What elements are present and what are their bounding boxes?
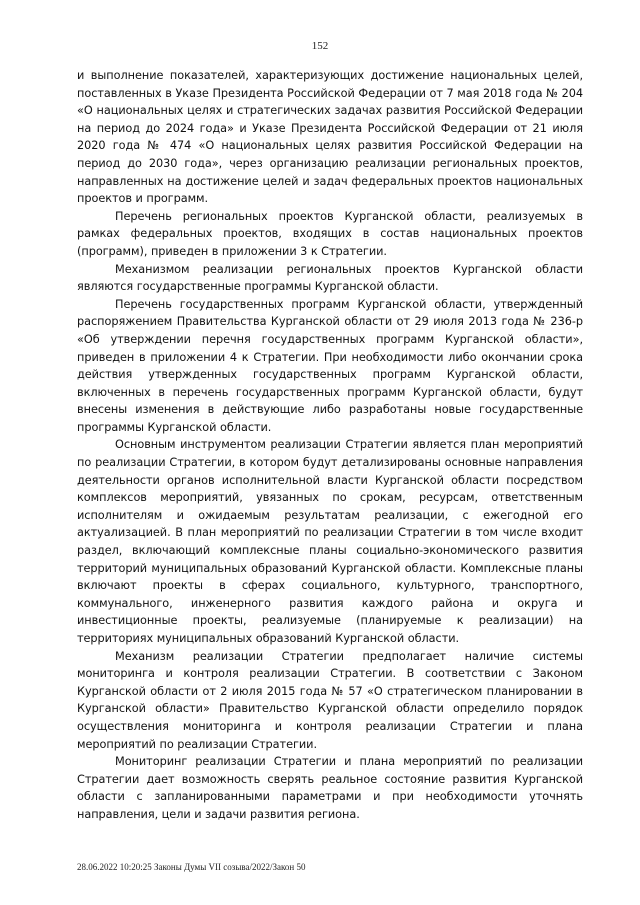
paragraph-regional-projects-list: Перечень региональных проектов Курганской области, реализуемых в рамках федеральных проектов, входящих в состав национальных проектов (программ), приведен в приложении 3 к Стратегии. — [77, 209, 583, 258]
paragraph-continuation: и выполнение показателей, характеризующих достижение национальных целей, поставленных в Указе Президента Российской Федерации от 7 мая 2018 года № 204 «О национальных целях и стратегических задачах развития Российской Федерации на период до 2024 года» и Указе Президента Российской Федерации от 21 июля 2020 года № 474 «О национальных целях развития Российской Федерации на период до 2030 года», через организацию реализации региональных проектов, направленных на достижение целей и задач федеральных проектов национальных проектов и программ. — [77, 69, 583, 206]
paragraph-monitoring-purpose: Мониторинг реализации Стратегии и плана мероприятий по реализации Стратегии дает возможность сверять реальное состояние развития Курганской области с запланированными параметрами и при необходимости уточнять направления, цели и задачи развития региона. — [77, 755, 583, 821]
footer-stamp: 28.06.2022 10:20:25 Законы Думы VII созыва/2022/Закон 50 — [77, 862, 306, 872]
paragraph-action-plan: Основным инструментом реализации Стратегии является план мероприятий по реализации Стратегии, в котором будут детализированы основные направления деятельности органов исполнительной власти Курганской области посредством комплексов мероприятий, увязанных по срокам, ресурсам, ответственным исполнителям и ожидаемым результатам реализации, с ежегодной его актуализацией. В план мероприятий по реализации Стратегии в том числе входит раздел, включающий комплексные планы социально-экономического развития территорий муниципальных образований Курганской области. Комплексные планы включают проекты в сферах социального, культурного, транспортного, коммунального, инженерного развития каждого района и округа и инвестиционные проекты, реализуемые (планируемые к реализации) на территориях муниципальных образований Курганской области. — [77, 438, 583, 645]
paragraph-state-programs-list: Перечень государственных программ Курганской области, утвержденный распоряжением Правительства Курганской области от 29 июля 2013 года № 236-р «Об утверждении перечня государственных программ Курганской области», приведен в приложении 4 к Стратегии. При необходимости либо окончании срока действия утвержденных государственных программ Курганской области, включенных в перечень государственных программ Курганской области, будут внесены изменения в действующие либо разработаны новые государственные программы Курганской области. — [77, 297, 583, 434]
paragraph-monitoring-system: Механизм реализации Стратегии предполагает наличие системы мониторинга и контроля реализации Стратегии. В соответствии с Законом Курганской области от 2 июля 2015 года № 57 «О стратегическом планировании в Курганской области» Правительство Курганской области определило порядок осуществления мониторинга и контроля реализации Стратегии и плана мероприятий по реализации Стратегии. — [77, 649, 583, 751]
paragraph-implementation-mechanism: Механизмом реализации региональных проектов Курганской области являются государственные программы Курганской области. — [77, 262, 583, 294]
document-body — [77, 67, 583, 824]
page-number: 152 — [311, 40, 329, 52]
